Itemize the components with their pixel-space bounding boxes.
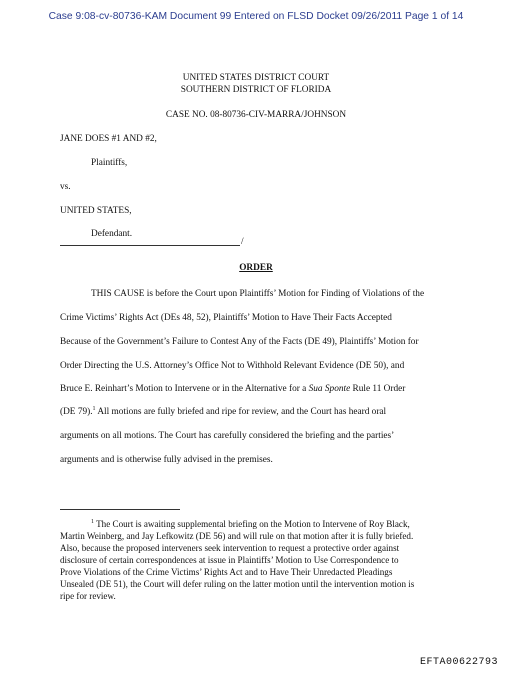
caption-slash: / [241,237,244,247]
body-text: Rule 11 Order [350,384,406,394]
body-line [60,407,386,417]
body-text: Crime Victims’ Rights Act (DEs 48, 52), Plaintiffs’ Motion to Have Their Facts Accepted [60,313,392,323]
order-title: ORDER [239,263,273,273]
body-line [60,337,419,347]
footnote-line: Also, because the proposed interveners seek intervention to request a protective order against [60,543,400,553]
footnote-text: The Court is awaiting supplemental briefing on the Motion to Intervene of Roy Black, [94,519,410,529]
body-line [60,384,405,394]
body-text: arguments and is otherwise fully advised in the premises. [60,455,273,465]
italic-case-term: Sua Sponte [308,384,351,394]
footnote-line: Martin Weinberg, and Jay Lefkowitz (DE 56) and will rule on that motion after it is fully briefed. [60,531,414,541]
body-line [60,313,392,323]
plaintiffs-role: Plaintiffs, [91,158,128,168]
footnote-reference: 1 [92,405,96,412]
versus-label: vs. [60,182,71,192]
docket-header-stamp: Case 9:08-cv-80736-KAM Document 99 Entered on FLSD Docket 09/26/2011 Page 1 of 14 [48,11,464,22]
defendant-role: Defendant. [91,229,133,239]
body-line [91,289,424,299]
body-line [60,431,394,441]
footnote-marker: 1 [91,518,94,525]
footnote-line: ripe for review. [60,591,116,601]
footnote-line: disclosure of certain correspondences at issue in Plaintiffs’ Motion to Use Correspondence to [60,555,399,565]
body-text: Because of the Government’s Failure to Contest Any of the Facts (DE 49), Plaintiffs’ Motion for [60,337,419,347]
body-line [60,361,404,371]
footnote-separator [60,509,180,510]
plaintiffs-name: JANE DOES #1 AND #2, [60,134,157,144]
body-text: All motions are fully briefed and ripe for review, and the Court has heard oral [95,407,387,417]
body-text: THIS CAUSE is before the Court upon Plaintiffs’ Motion for Finding of Violations of the [91,289,425,299]
body-text: arguments on all motions. The Court has carefully considered the briefing and the parties’ [60,431,395,441]
court-name: UNITED STATES DISTRICT COURT [182,73,330,83]
bates-number: EFTA00622793 [419,657,498,668]
court-district: SOUTHERN DISTRICT OF FLORIDA [180,85,332,95]
footnote-line [91,519,410,529]
caption-rule [60,245,240,246]
body-text: Order Directing the U.S. Attorney’s Office Not to Withhold Relevant Evidence (DE 50), and [60,361,405,371]
case-number: CASE NO. 08-80736-CIV-MARRA/JOHNSON [165,110,347,120]
footnote-line: Prove Violations of the Crime Victims’ Rights Act and to Have Their Unredacted Pleadings [60,567,393,577]
body-line [60,455,273,465]
body-text: Bruce E. Reinhart’s Motion to Intervene or in the Alternative for a [60,384,309,394]
defendant-name: UNITED STATES, [60,206,132,216]
footnote-line: Unsealed (DE 51), the Court will defer ruling on the latter motion until the intervention motion is [60,579,415,589]
body-text: (DE 79). [60,407,93,417]
